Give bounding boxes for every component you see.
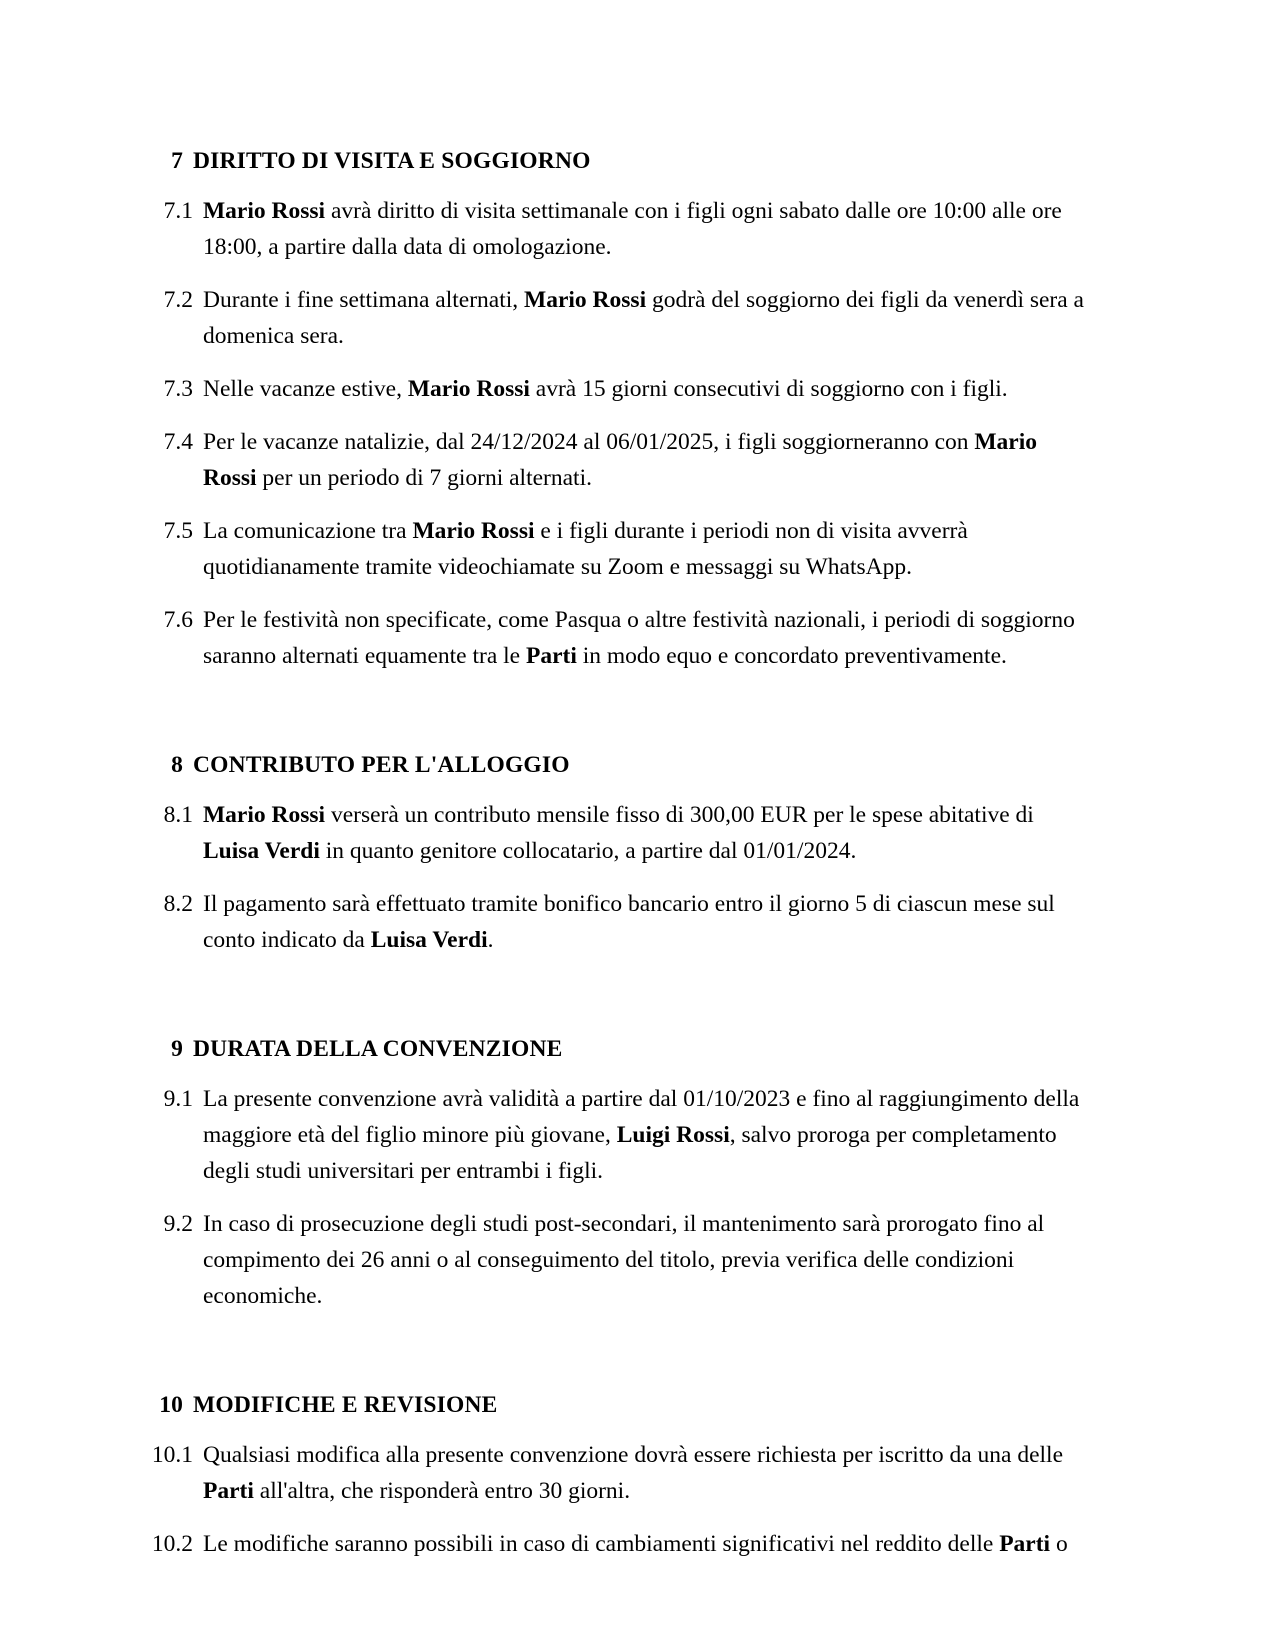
text-run: avrà diritto di visita settimanale con i figli ogni sabato dalle ore 10:00 alle ore 18:00, a partire dalla data di omologazione. — [203, 198, 1062, 260]
clause-number: 9.2 — [163, 1211, 193, 1237]
section-spacer — [136, 1314, 1086, 1390]
section-number: 7 — [171, 148, 183, 174]
text-run: Le modifiche saranno possibili in caso di cambiamenti significativi nel reddito delle — [203, 1531, 1000, 1557]
text-run: , salvo proroga per completamento degli studi universitari per entrambi i figli. — [203, 1122, 1057, 1184]
text-run: verserà un contributo mensile fisso di 300,00 EUR per le spese abitative di — [325, 802, 1034, 828]
text-run: La comunicazione tra — [203, 518, 413, 544]
clause-number: 7.3 — [163, 376, 193, 402]
clause-spacer — [136, 265, 1086, 282]
emphasis-run: Mario Rossi — [407, 376, 530, 402]
section-title: CONTRIBUTO PER L'ALLOGGIO — [193, 752, 570, 778]
clause-paragraph — [136, 424, 1086, 496]
clause-spacer — [136, 869, 1086, 886]
emphasis-run: Parti — [203, 1478, 254, 1504]
text-run: In caso di prosecuzione degli studi post-secondari, il mantenimento sarà prorogato fino al compimento dei 26 anni o al conseguimento del titolo, previa verifica delle condizioni economiche. — [203, 1211, 1045, 1309]
clause-number: 10.2 — [151, 1531, 193, 1557]
emphasis-run: Parti — [525, 643, 577, 669]
document-body — [136, 146, 1086, 1562]
emphasis-run: Luisa Verdi — [370, 927, 488, 953]
clause-text — [203, 193, 1086, 265]
emphasis-run: Mario Rossi — [203, 802, 326, 828]
clause-number: 8.1 — [163, 802, 193, 828]
text-run: in quanto genitore collocatario, a partire dal 01/01/2024. — [319, 838, 857, 864]
clause-text — [203, 886, 1086, 958]
emphasis-run: Mario Rossi — [203, 429, 1038, 491]
section-spacer — [136, 958, 1086, 1034]
clause-number: 7.2 — [163, 287, 193, 313]
clause-number: 8.2 — [163, 891, 193, 917]
emphasis-run: Mario Rossi — [524, 287, 647, 313]
clause-text — [203, 513, 1086, 585]
clause-paragraph — [136, 797, 1086, 869]
text-run: Per le vacanze natalizie, dal 24/12/2024 al 06/01/2025, i figli soggiorneranno con — [203, 429, 975, 455]
clause-paragraph — [136, 193, 1086, 265]
clause-text — [203, 1526, 1086, 1562]
heading-spacer — [136, 1421, 1086, 1437]
text-run: Durante i fine settimana alternati, — [203, 287, 525, 313]
section-spacer — [136, 674, 1086, 750]
section-heading — [136, 1390, 1086, 1421]
clause-text — [203, 602, 1086, 674]
heading-spacer — [136, 1065, 1086, 1081]
text-run: godrà del soggiorno dei figli da venerdì sera a domenica sera. — [203, 287, 1084, 349]
clause-paragraph — [136, 1526, 1086, 1562]
text-run: . — [487, 927, 494, 953]
emphasis-run: Luisa Verdi — [203, 838, 320, 864]
clause-number: 7.6 — [163, 607, 193, 633]
clause-text — [203, 424, 1086, 496]
clause-paragraph — [136, 1437, 1086, 1509]
emphasis-run: Parti — [999, 1531, 1051, 1557]
text-run: in modo equo e concordato preventivamente. — [576, 643, 1007, 669]
clause-text — [203, 371, 1086, 407]
clause-text — [203, 797, 1086, 869]
section-title: DURATA DELLA CONVENZIONE — [193, 1036, 563, 1062]
section-number: 9 — [171, 1036, 183, 1062]
text-run: o — [1050, 1531, 1068, 1557]
text-run: Per le festività non specificate, come Pasqua o altre festività nazionali, i periodi di soggiorno saranno alternati equamente tra le — [203, 607, 1075, 669]
section-heading — [136, 1034, 1086, 1065]
clause-paragraph — [136, 602, 1086, 674]
clause-text — [203, 1081, 1086, 1189]
text-run: Il pagamento sarà effettuato tramite bonifico bancario entro il giorno 5 di ciascun mese sul conto indicato da — [203, 891, 1055, 953]
clause-text — [203, 1437, 1086, 1509]
clause-number: 9.1 — [163, 1086, 193, 1112]
clause-spacer — [136, 354, 1086, 371]
clause-paragraph — [136, 1081, 1086, 1189]
clause-spacer — [136, 585, 1086, 602]
clause-paragraph — [136, 886, 1086, 958]
clause-paragraph — [136, 371, 1086, 407]
text-run: per un periodo di 7 giorni alternati. — [256, 465, 592, 491]
clause-number: 7.4 — [163, 429, 193, 455]
heading-spacer — [136, 781, 1086, 797]
emphasis-run: Mario Rossi — [412, 518, 535, 544]
text-run: avrà 15 giorni consecutivi di soggiorno con i figli. — [529, 376, 1008, 402]
section-title: MODIFICHE E REVISIONE — [193, 1392, 498, 1418]
clause-spacer — [136, 496, 1086, 513]
clause-spacer — [136, 1509, 1086, 1526]
clause-number: 10.1 — [151, 1442, 193, 1468]
clause-text — [203, 1206, 1086, 1314]
clause-text — [203, 282, 1086, 354]
section-number: 8 — [171, 752, 183, 778]
clause-paragraph — [136, 1206, 1086, 1314]
text-run: La presente convenzione avrà validità a partire dal 01/10/2023 e fino al raggiungimento della maggiore età del figlio minore più giovane, — [203, 1086, 1080, 1148]
text-run: all'altra, che risponderà entro 30 giorni. — [253, 1478, 631, 1504]
clause-number: 7.5 — [163, 518, 193, 544]
clause-spacer — [136, 407, 1086, 424]
section-heading — [136, 146, 1086, 177]
section-heading — [136, 750, 1086, 781]
emphasis-run: Luigi Rossi — [616, 1122, 730, 1148]
text-run: e i figli durante i periodi non di visita avverrà quotidianamente tramite videochiamate su Zoom e messaggi su WhatsApp. — [203, 518, 968, 580]
section-title: DIRITTO DI VISITA E SOGGIORNO — [193, 148, 591, 174]
clause-paragraph — [136, 282, 1086, 354]
clause-paragraph — [136, 513, 1086, 585]
emphasis-run: Mario Rossi — [203, 198, 326, 224]
text-run: Qualsiasi modifica alla presente convenzione dovrà essere richiesta per iscritto da una delle — [203, 1442, 1064, 1468]
clause-spacer — [136, 1189, 1086, 1206]
section-number: 10 — [159, 1392, 183, 1418]
clause-number: 7.1 — [163, 198, 193, 224]
text-run: Nelle vacanze estive, — [203, 376, 408, 402]
heading-spacer — [136, 177, 1086, 193]
